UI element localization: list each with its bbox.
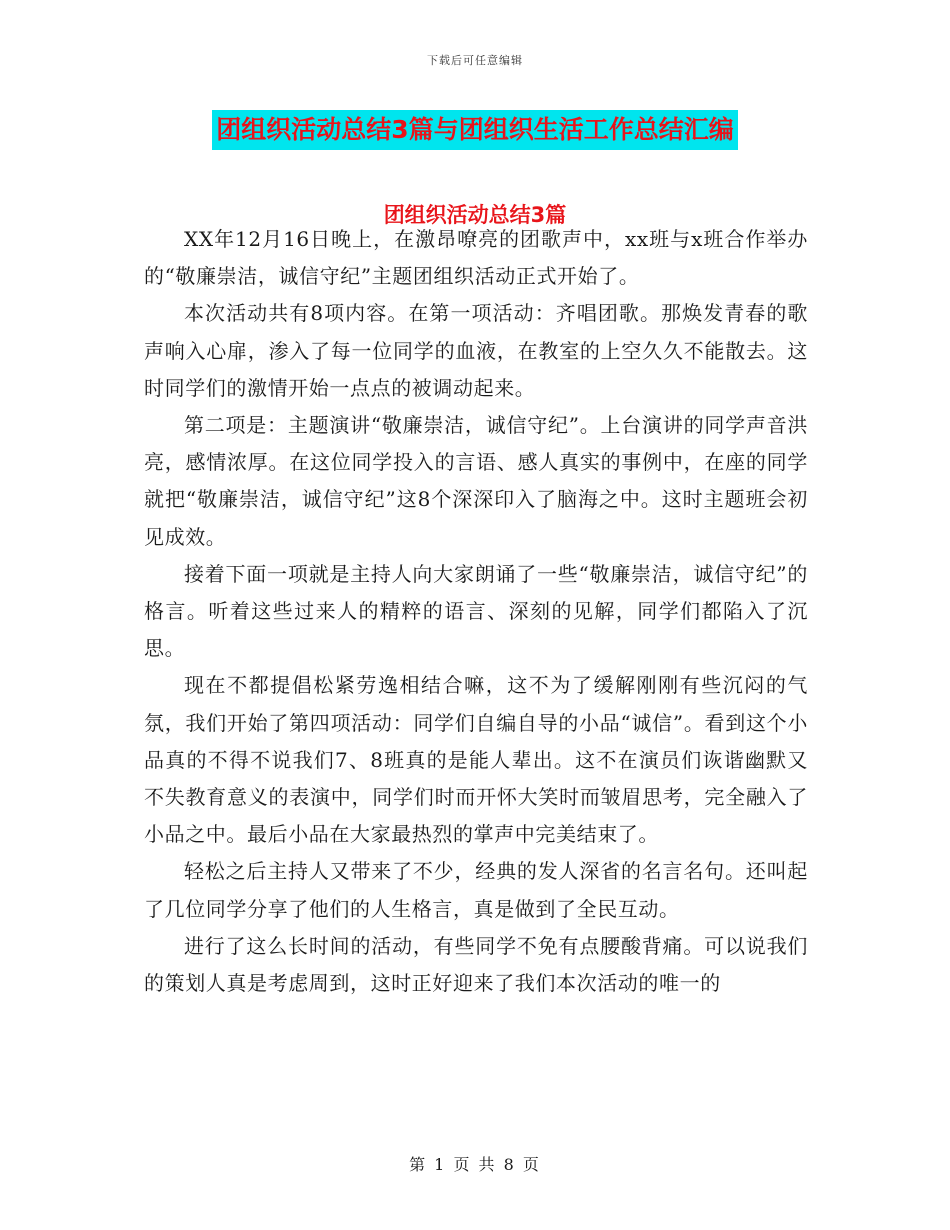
paragraph: 进行了这么长时间的活动，有些同学不免有点腰酸背痛。可以说我们的策划人真是考虑周到，这时正好迎来了我们本次活动的唯一的 [144, 933, 808, 996]
paragraph: 第二项是：主题演讲“敬廉崇洁，诚信守纪”。上台演讲的同学声音洪亮，感情浓厚。在这位同学投入的言语、感人真实的事例中，在座的同学就把“敬廉崇洁，诚信守纪”这8个深深印入了脑海之中。这时主题班会初见成效。 [144, 413, 808, 549]
paragraph: 现在不都提倡松紧劳逸相结合嘛，这不为了缓解刚刚有些沉闷的气氛，我们开始了第四项活动：同学们自编自导的小品“诚信”。看到这个小品真的不得不说我们7、8班真的是能人辈出。这不在演员们诙谐幽默又不失教育意义的表演中，同学们时而开怀大笑时而皱眉思考，完全融入了小品之中。最后小品在大家最热烈的掌声中完美结束了。 [144, 673, 808, 847]
document-title: 团组织活动总结3篇与团组织生活工作总结汇编 [212, 110, 737, 150]
page-header-note: 下载后可任意编辑 [427, 54, 523, 67]
document-title-container [0, 110, 950, 150]
document-body [144, 221, 808, 1002]
page-number-footer: 第 1 页 共 8 页 [409, 1155, 541, 1174]
paragraph: 接着下面一项就是主持人向大家朗诵了一些“敬廉崇洁，诚信守纪”的格言。听着这些过来人的精粹的语言、深刻的见解，同学们都陷入了沉思。 [144, 561, 808, 661]
paragraph: XX年12月16日晚上，在激昂嘹亮的团歌声中，xx班与x班合作举办的“敬廉崇洁，诚信守纪”主题团组织活动正式开始了。 [144, 227, 808, 289]
section-title: 团组织活动总结3篇 [383, 203, 567, 227]
paragraph: 轻松之后主持人又带来了不少，经典的发人深省的名言名句。还叫起了几位同学分享了他们的人生格言，真是做到了全民互动。 [144, 859, 808, 921]
paragraph: 本次活动共有8项内容。在第一项活动：齐唱团歌。那焕发青春的歌声响入心扉，渗入了每一位同学的血液，在教室的上空久久不能散去。这时同学们的激情开始一点点的被调动起来。 [144, 301, 808, 400]
